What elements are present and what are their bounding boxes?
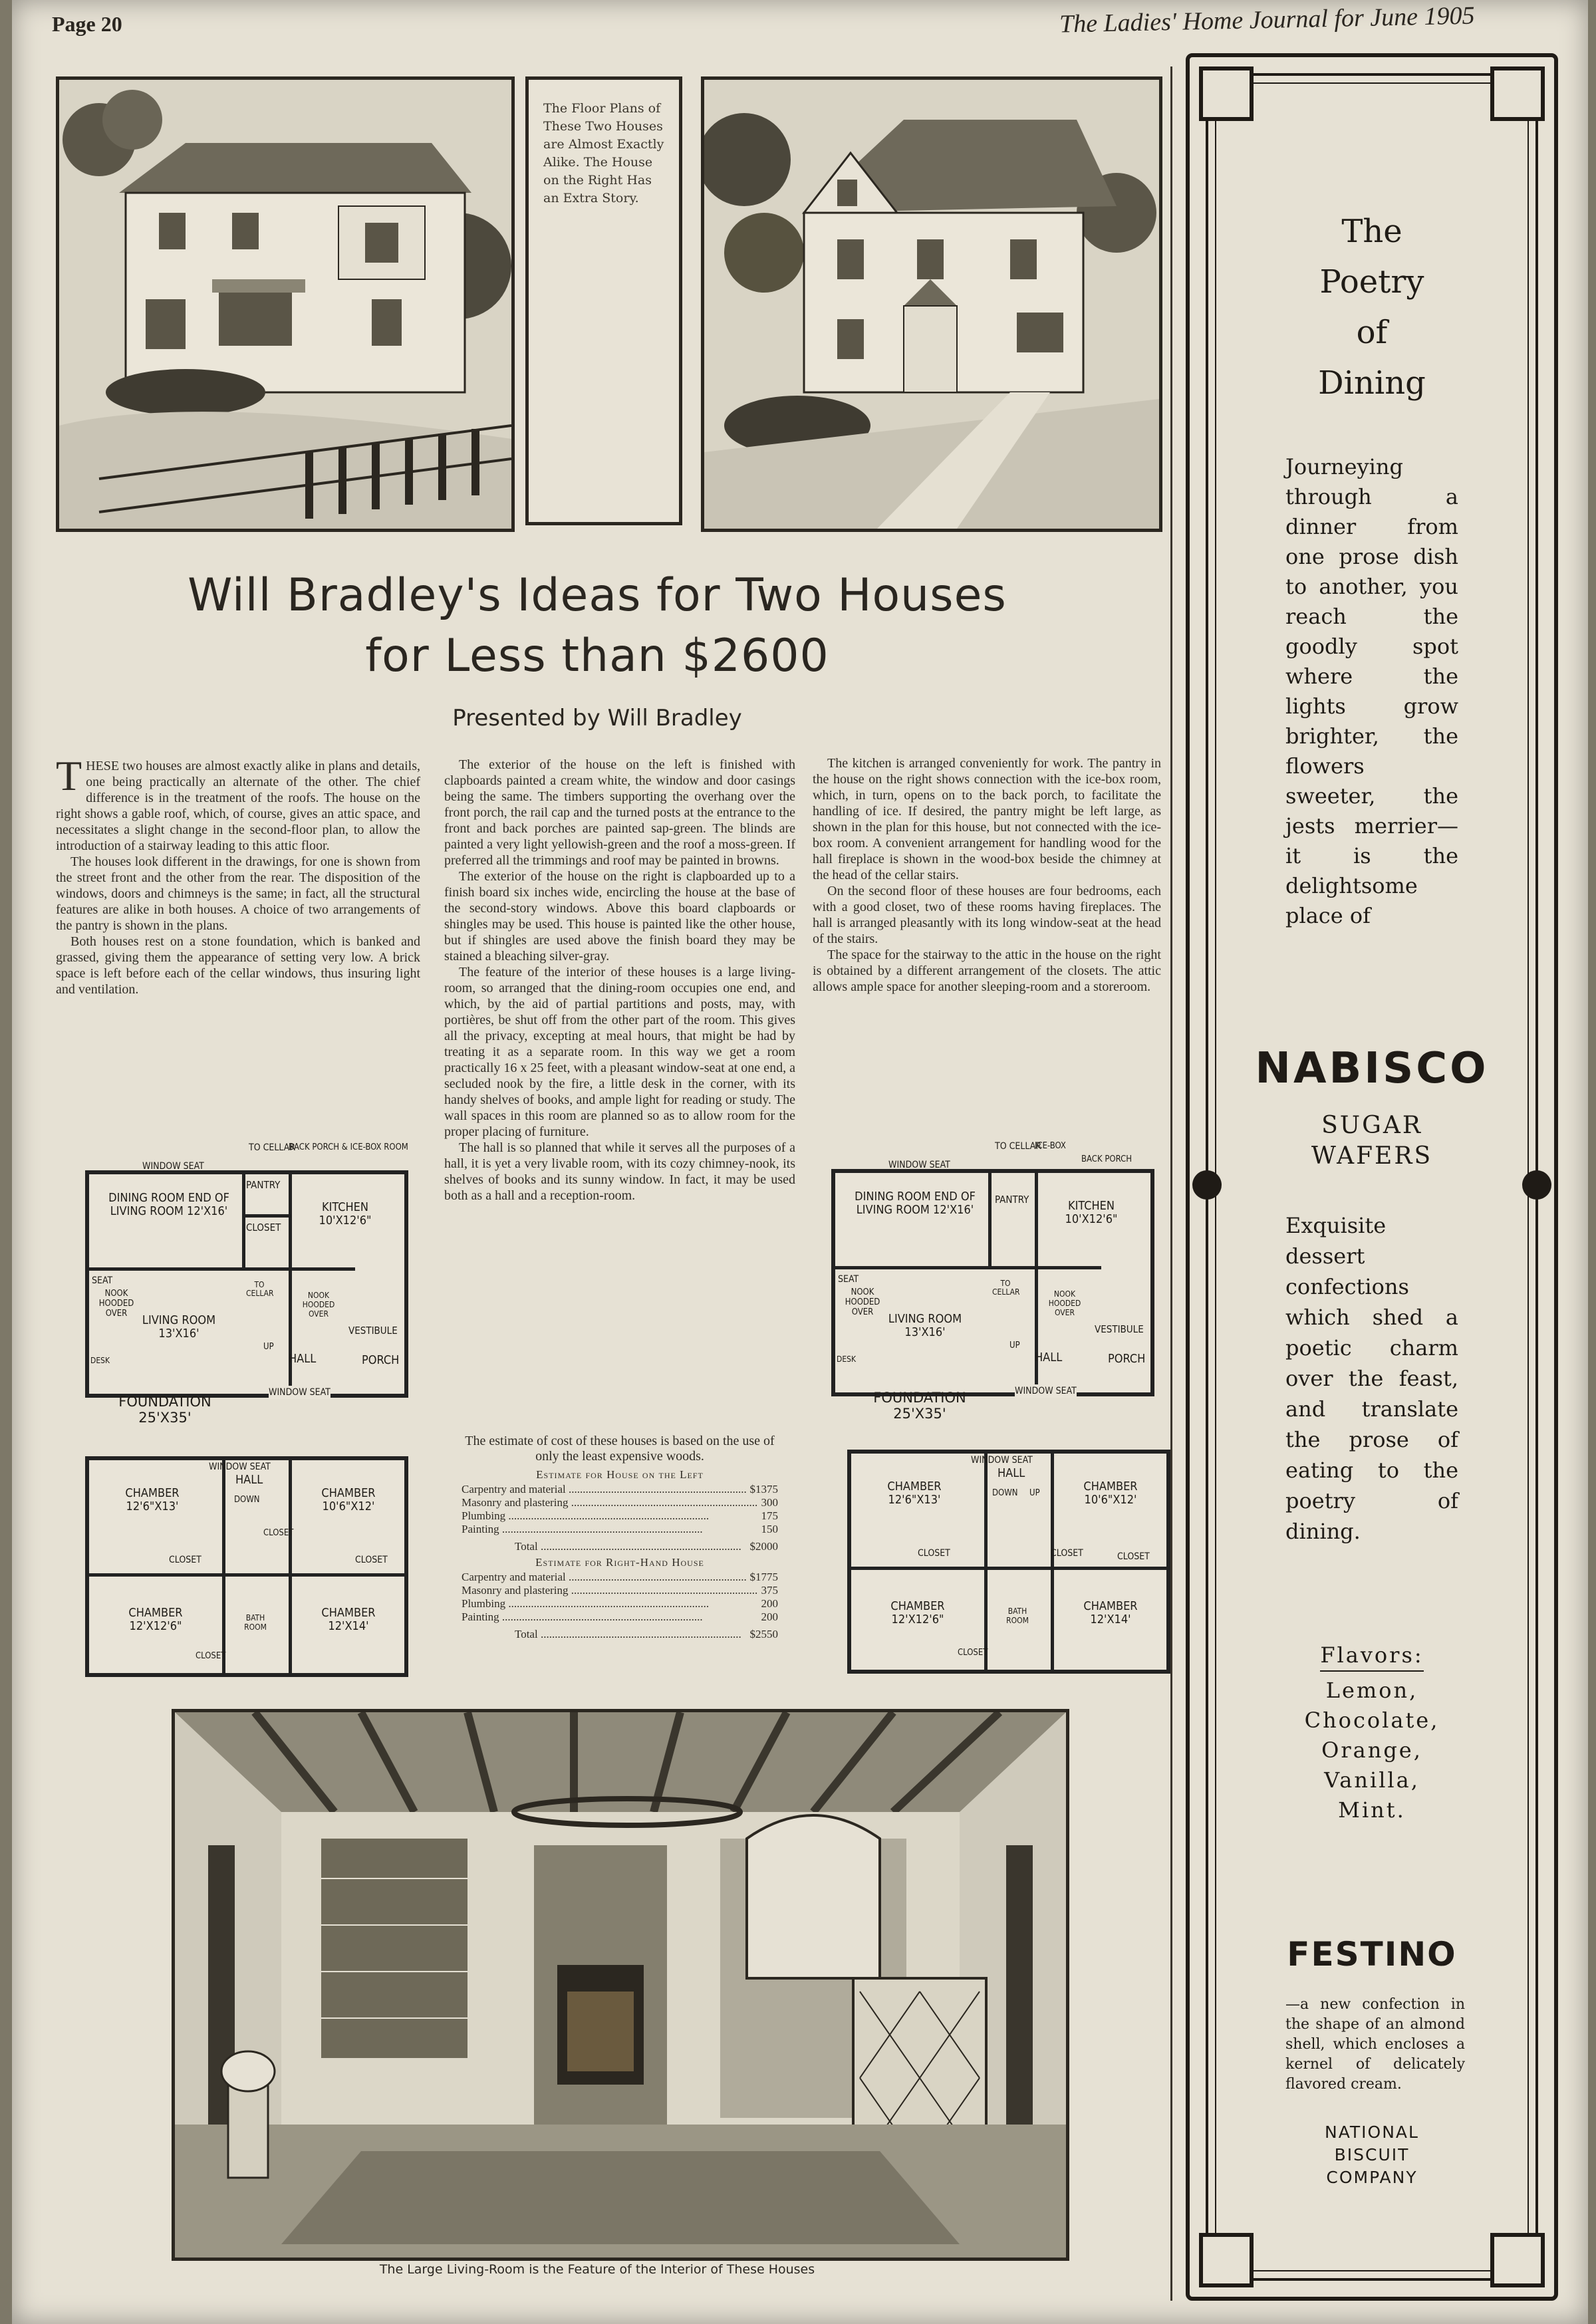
estimate-row: Masonry and plastering ..... 300 (462, 1496, 778, 1509)
column-divider (1170, 66, 1172, 2301)
house-right-illustration (701, 76, 1162, 532)
left-upper-floor-plan: WINDOW SEAT HALL DOWN CHAMBER 12'6"X13' CHAMBER 10'6"X12' CLOSET CLOSET CLOSET CHAMBER 12'X12'6" BATH ROOM CHAMBER 12'X14' CLOSET (85, 1456, 408, 1677)
flavor-item: Orange, (1321, 1738, 1422, 1763)
article-column-3 (813, 755, 1161, 995)
estimate-row: Masonry and plastering ..... 375 (462, 1584, 778, 1597)
left-ground-floor-plan: WINDOW SEAT PANTRY CLOSET DINING ROOM END OF LIVING ROOM 12'X16' KITCHEN 10'X12'6" SEAT NOOK HOODED OVER LIVING ROOM 13'X16' TO CELLAR NOOK HOODED OVER VESTIBULE UP HALL PORCH DESK WINDOW SEAT TO CELLAR BACK PORCH & ICE-BOX ROOM (85, 1170, 408, 1398)
flavor-item: Mint. (1338, 1797, 1406, 1823)
ornament-corner-icon (1199, 66, 1254, 121)
living-room-illustration (172, 1709, 1069, 2261)
house-left-illustration (56, 76, 515, 532)
flavor-item: Chocolate, (1304, 1708, 1440, 1733)
ad-poem: Journeying through a dinner from one prose dish to another, you reach the goodly spot where the lights grow brighter, the flowers sweeter, the jests merrier—it is the delightsome place of (1285, 454, 1458, 928)
ad-product: SUGAR WAFERS (1311, 1112, 1433, 1170)
estimate-right-total: Total ..... $2550 (462, 1628, 778, 1641)
col1-paragraph: THESE two houses are almost exactly alike in plans and details, one being practically an alternate of the other. The chief difference is in the treatment of the roofs. The house on the right shows a gable roof, which, of course, gives an attic space, and necessitates a slight change in the second-floor plan, to allow the introduction of a stairway leading to this attic floor. (56, 752, 420, 853)
ornament-knot-icon (1522, 1170, 1551, 1200)
article-title-line1: Will Bradley's Ideas for Two Houses (188, 569, 1007, 622)
col2-paragraph: The hall is so planned that while it serves all the purposes of a hall, it is yet a very livable room, with its cozy chimney-nook, its shelves of books and its sunny window. In fact, it may be used both as a hall and a reception-room. (444, 1140, 795, 1203)
house-left-drawing (59, 80, 511, 529)
festino-brand: FESTINO (1287, 1935, 1457, 1974)
estimate-left-heading: Estimate for House on the Left (536, 1468, 704, 1481)
living-room-caption: The Large Living-Room is the Feature of the Interior of These Houses (379, 2262, 815, 2277)
col1-paragraph: The houses look different in the drawings, for one is shown from the street front and the other from the rear. The disposition of the windows, doors and chimneys is the same; in fact, all the structural features are alike in both houses. A choice of two arrangements of the pantry is shown in the plans. (56, 854, 420, 933)
estimate-left-total: Total ..... $2000 (462, 1540, 778, 1553)
estimate-row: Carpentry and material ..... $1375 (462, 1483, 778, 1496)
col2-paragraph: The exterior of the house on the left is finished with clapboards painted a cream white, the window and door casings being the same. The timbers supporting the overhang over the front porch, the rail cap and the turned posts at the entrance to the front and back porches are painted sap-green. The blinds are painted a very light yellowish-green and the roof a moss-green. If preferred all the trimmings and roof may be painted in browns. (444, 757, 795, 868)
festino-description: —a new confection in the shape of an almond shell, which encloses a kernel of delicately flavored cream. (1285, 1996, 1465, 2093)
left-foundation-label: FOUNDATION 25'X35' (118, 1394, 211, 1426)
flavors-heading: Flavors: (1259, 1642, 1485, 1668)
col3-paragraph: On the second floor of these houses are four bedrooms, each with a good closet, two of these rooms having fireplaces. The hall is arranged pleasantly with its long window-seat at the head of the stairs. (813, 884, 1161, 946)
estimate-row: Painting ..... 200 (462, 1611, 778, 1624)
ornament-knot-icon (1192, 1170, 1222, 1200)
page-number: Page 20 (52, 12, 122, 36)
estimate-row: Plumbing ..... 200 (462, 1597, 778, 1611)
article-title-line2: for Less than $2600 (365, 630, 829, 682)
ad-title: The Poetry of Dining (1318, 213, 1426, 402)
cost-estimate (462, 1434, 778, 1641)
right-foundation-label: FOUNDATION 25'X35' (873, 1390, 966, 1422)
estimate-intro: The estimate of cost of these houses is based on the use of only the least expensive woods. (465, 1434, 775, 1464)
floor-plan-note (525, 76, 682, 525)
company-name: NATIONAL BISCUIT COMPANY (1325, 2123, 1419, 2187)
estimate-row: Plumbing ..... 175 (462, 1509, 778, 1523)
ad-description: Exquisite dessert confections which shed a poetic charm over the feast, and translate the prose of eating to the poetry of dining. (1285, 1213, 1458, 1544)
nabisco-advertisement (1186, 53, 1558, 2301)
estimate-row: Carpentry and material ..... $1775 (462, 1571, 778, 1584)
floor-plan-note-text: The Floor Plans of These Two Houses are Almost Exactly Alike. The House on the Right Has an Extra Story. (543, 101, 664, 205)
house-right-drawing (704, 80, 1159, 529)
article-column-2 (444, 757, 795, 1204)
flavors-list (1259, 1676, 1485, 1825)
col1-paragraph: Both houses rest on a stone foundation, which is banked and grassed, giving them the appearance of setting very low. A brick space is left before each of the cellar windows, thus insuring light and ventilation. (56, 934, 420, 997)
col3-paragraph: The kitchen is arranged conveniently for work. The pantry in the house on the right shows connection with the ice-box room, which, in turn, opens on to the back porch, to facilitate the handling of ice. If desired, the pantry might be left large, as shown in the plan for this house, but not connected with the ice-box room. A convenient arrangement for handling wood for the hall fireplace is shown in the wood-box beside the chimney at the head of the cellar stairs. (813, 756, 1161, 882)
magazine-page (12, 0, 1588, 2324)
ornament-corner-icon (1490, 66, 1545, 121)
estimate-right-heading: Estimate for Right-Hand House (535, 1556, 704, 1569)
nabisco-brand: NABISCO (1255, 1044, 1489, 1093)
article-column-1 (56, 752, 420, 997)
magazine-running-title: The Ladies' Home Journal for June 1905 (1059, 1, 1476, 39)
flavor-item: Lemon, (1325, 1678, 1418, 1703)
col2-paragraph: The exterior of the house on the right is clapboarded up to a finish board six inches wide, encircling the house at the base of the second-story windows. Above this board clapboards or shingles may be used. This house is painted like the other house, but if shingles are used above the finish board they may be stained a bleaching silver-gray. (444, 869, 795, 964)
living-room-drawing (175, 1712, 1066, 2258)
article-byline: Presented by Will Bradley (452, 705, 742, 731)
col3-paragraph: The space for the stairway to the attic in the house on the right is obtained by a different arrangement of the closets. The attic allows ample space for another sleeping-room and a storeroom. (813, 948, 1161, 994)
col2-paragraph: The feature of the interior of these houses is a large living-room, so arranged that the dining-room occupies one end, and which, by the aid of partial partitions and posts, may, with portières, be shut off from the other part of the room. This gives all the privacy, excepting at meal hours, that might be had by treating it as a separate room. In this way we get a room practically 16 x 25 feet, with a pleasant window-seat at one end, a secluded nook by the fire, a little desk in the corner, with its handy shelves of books, and ample light for reading or study. The wall spaces in this room are planned so as to allow room for the proper placing of furniture. (444, 965, 795, 1139)
right-ground-floor-plan: WINDOW SEAT TO CELLAR ICE-BOX BACK PORCH DINING ROOM END OF LIVING ROOM 12'X16' PANTRY KITCHEN 10'X12'6" SEAT NOOK HOODED OVER LIVING ROOM 13'X16' TO CELLAR NOOK HOODED OVER VESTIBULE UP HALL PORCH DESK WINDOW SEAT (831, 1169, 1154, 1396)
ornament-corner-icon (1199, 2233, 1254, 2287)
flavor-item: Vanilla, (1324, 1767, 1420, 1793)
estimate-row: Painting ..... 150 (462, 1523, 778, 1536)
ornament-corner-icon (1490, 2233, 1545, 2287)
right-upper-floor-plan: WINDOW SEAT HALL DOWN UP CHAMBER 12'6"X13' CHAMBER 10'6"X12' CLOSET CLOSET CLOSET CHAMBER 12'X12'6" BATH ROOM CHAMBER 12'X14' CLOSET (847, 1450, 1170, 1674)
